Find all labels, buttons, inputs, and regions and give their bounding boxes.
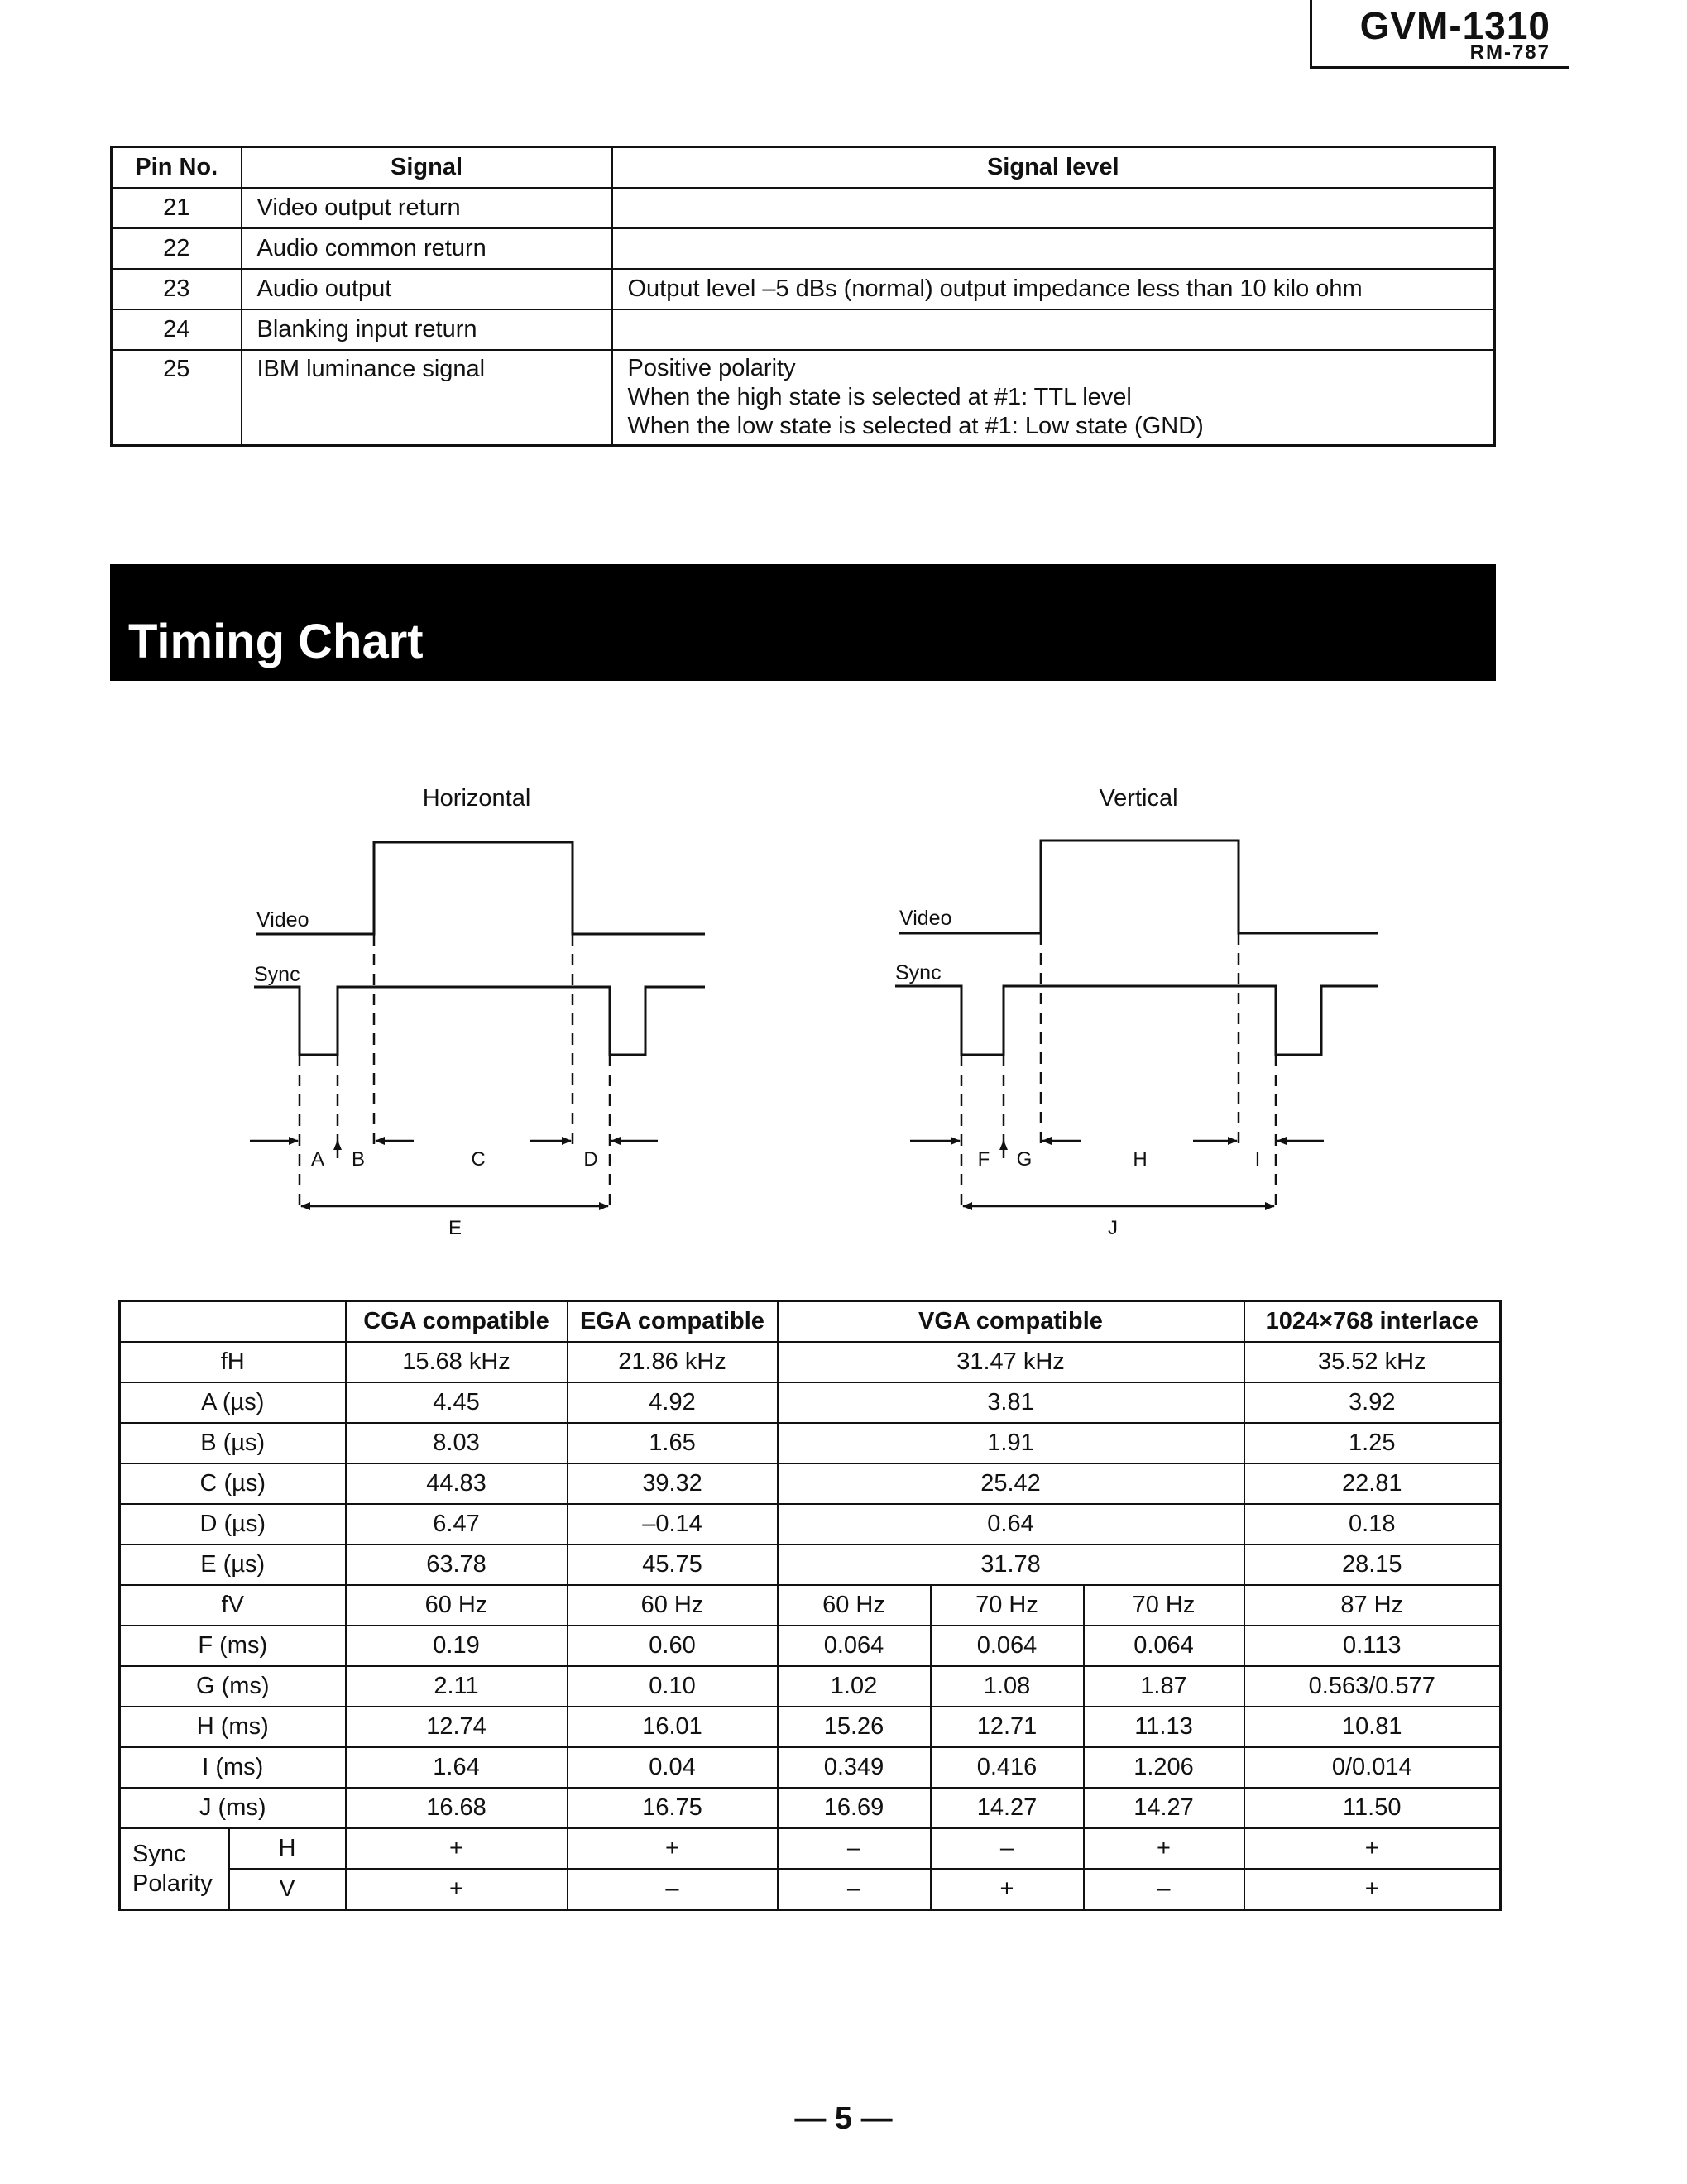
sub-model-number: RM-787	[1469, 41, 1550, 64]
pin-number: 25	[112, 350, 242, 446]
vga-60hz-value: 16.69	[778, 1788, 931, 1828]
table-row	[120, 1423, 1501, 1463]
pin-number: 21	[112, 188, 242, 228]
label-g: G	[1016, 1148, 1033, 1171]
cga-value: 63.78	[346, 1545, 568, 1585]
label-e: E	[448, 1217, 462, 1239]
signal-level-line: When the low state is selected at #1: Low state (GND)	[627, 413, 1204, 439]
vga-70hz-alt-value: 11.13	[1084, 1707, 1244, 1747]
ega-value: 21.86 kHz	[568, 1342, 778, 1382]
xga-value: 0/0.014	[1244, 1747, 1501, 1788]
sync-polarity-label-line: Polarity	[132, 1870, 213, 1897]
row-label: fV	[120, 1585, 346, 1626]
signal-level-line: Positive polarity	[627, 355, 796, 381]
vga-70hz-value: 0.064	[931, 1626, 1084, 1666]
sync-polarity-label	[120, 1828, 229, 1910]
xga-value: 0.563/0.577	[1244, 1666, 1501, 1707]
video-label: Video	[256, 908, 309, 932]
table-row	[120, 1666, 1501, 1707]
xga-value: 1.25	[1244, 1423, 1501, 1463]
ega-value: 0.04	[568, 1747, 778, 1788]
vga-value: 31.78	[778, 1545, 1244, 1585]
sync-polarity-row-h	[120, 1828, 1501, 1869]
vga-70hz-alt-value: 0.064	[1084, 1626, 1244, 1666]
video-waveform	[899, 841, 1378, 933]
pin-table-header-row	[112, 147, 1495, 189]
video-waveform	[256, 842, 705, 934]
signal-name: Audio output	[242, 269, 612, 309]
vga-header: VGA compatible	[778, 1301, 1244, 1343]
section-header-bar	[110, 564, 1496, 681]
xga-value: 10.81	[1244, 1707, 1501, 1747]
section-title: Timing Chart	[128, 615, 424, 668]
label-a: A	[310, 1148, 325, 1171]
signal-level	[612, 188, 1495, 228]
table-row	[120, 1342, 1501, 1382]
ega-value: 0.60	[568, 1626, 778, 1666]
table-row	[112, 309, 1495, 350]
pin-signal-table	[110, 146, 1496, 447]
ega-value: 45.75	[568, 1545, 778, 1585]
polarity-type-label: H	[229, 1828, 346, 1869]
vga-value: 25.42	[778, 1463, 1244, 1504]
cga-value: +	[346, 1869, 568, 1910]
row-label: C (µs)	[120, 1463, 346, 1504]
vga-value: 3.81	[778, 1382, 1244, 1423]
cga-value: 0.19	[346, 1626, 568, 1666]
vga-70hz-value: +	[931, 1869, 1084, 1910]
video-label: Video	[899, 907, 952, 930]
signal-header: Signal	[242, 147, 612, 189]
vga-70hz-alt-value: –	[1084, 1869, 1244, 1910]
corner-header	[120, 1301, 346, 1343]
cga-value: +	[346, 1828, 568, 1869]
table-row	[120, 1707, 1501, 1747]
table-row	[112, 350, 1495, 446]
row-label: fH	[120, 1342, 346, 1382]
xga-interlace-header: 1024×768 interlace	[1244, 1301, 1501, 1343]
signal-name: Blanking input return	[242, 309, 612, 350]
label-j: J	[1108, 1217, 1118, 1239]
vertical-timing-diagram	[895, 785, 1378, 1239]
row-label: G (ms)	[120, 1666, 346, 1707]
vga-70hz-value: 0.416	[931, 1747, 1084, 1788]
vga-70hz-value: 70 Hz	[931, 1585, 1084, 1626]
horizontal-title: Horizontal	[422, 785, 531, 812]
signal-name: Audio common return	[242, 228, 612, 269]
signal-name: IBM luminance signal	[242, 350, 612, 446]
vga-70hz-value: 12.71	[931, 1707, 1084, 1747]
sync-polarity-row-v	[120, 1869, 1501, 1910]
vga-value: 0.64	[778, 1504, 1244, 1545]
sync-waveform	[254, 987, 705, 1055]
timing-table-header-row	[120, 1301, 1501, 1343]
horizontal-timing-diagram	[250, 785, 705, 1239]
signal-level-header: Signal level	[612, 147, 1495, 189]
vga-60hz-value: 0.349	[778, 1747, 931, 1788]
sync-waveform	[895, 986, 1378, 1055]
table-row	[120, 1382, 1501, 1423]
xga-value: +	[1244, 1869, 1501, 1910]
vga-70hz-alt-value: 1.87	[1084, 1666, 1244, 1707]
xga-value: 0.18	[1244, 1504, 1501, 1545]
vga-value: 1.91	[778, 1423, 1244, 1463]
row-label: F (ms)	[120, 1626, 346, 1666]
polarity-type-label: V	[229, 1869, 346, 1910]
vga-value: 31.47 kHz	[778, 1342, 1244, 1382]
sync-label: Sync	[895, 961, 942, 984]
cga-value: 8.03	[346, 1423, 568, 1463]
vga-70hz-alt-value: 14.27	[1084, 1788, 1244, 1828]
xga-value: 28.15	[1244, 1545, 1501, 1585]
cga-value: 2.11	[346, 1666, 568, 1707]
label-i: I	[1254, 1148, 1261, 1171]
model-block	[1310, 0, 1569, 69]
xga-value: 87 Hz	[1244, 1585, 1501, 1626]
cga-value: 60 Hz	[346, 1585, 568, 1626]
vga-60hz-value: 15.26	[778, 1707, 931, 1747]
signal-level	[612, 350, 1495, 446]
table-row	[120, 1504, 1501, 1545]
signal-name: Video output return	[242, 188, 612, 228]
ega-value: +	[568, 1828, 778, 1869]
cga-value: 1.64	[346, 1747, 568, 1788]
sync-polarity-label-line: Sync	[132, 1841, 186, 1867]
table-row	[112, 188, 1495, 228]
ega-value: 39.32	[568, 1463, 778, 1504]
cga-value: 44.83	[346, 1463, 568, 1504]
vga-70hz-alt-value: 1.206	[1084, 1747, 1244, 1788]
ega-value: 16.01	[568, 1707, 778, 1747]
pin-number: 23	[112, 269, 242, 309]
sync-label: Sync	[254, 963, 300, 986]
cga-value: 4.45	[346, 1382, 568, 1423]
label-h: H	[1133, 1148, 1148, 1171]
ega-value: 0.10	[568, 1666, 778, 1707]
vga-60hz-value: 60 Hz	[778, 1585, 931, 1626]
signal-level: Output level –5 dBs (normal) output impedance less than 10 kilo ohm	[612, 269, 1495, 309]
vga-60hz-value: 1.02	[778, 1666, 931, 1707]
table-row	[120, 1747, 1501, 1788]
row-label: B (µs)	[120, 1423, 346, 1463]
row-label: H (ms)	[120, 1707, 346, 1747]
cga-value: 6.47	[346, 1504, 568, 1545]
row-label: J (ms)	[120, 1788, 346, 1828]
timing-table	[118, 1300, 1502, 1911]
ega-value: 16.75	[568, 1788, 778, 1828]
vga-70hz-value: –	[931, 1828, 1084, 1869]
table-row	[120, 1585, 1501, 1626]
cga-value: 12.74	[346, 1707, 568, 1747]
vga-70hz-alt-value: 70 Hz	[1084, 1585, 1244, 1626]
cga-value: 16.68	[346, 1788, 568, 1828]
dashed-guides	[961, 933, 1276, 1212]
ega-value: 60 Hz	[568, 1585, 778, 1626]
signal-level-line: When the high state is selected at #1: TTL level	[627, 384, 1132, 410]
pin-header: Pin No.	[112, 147, 242, 189]
table-row	[120, 1545, 1501, 1585]
vga-70hz-alt-value: +	[1084, 1828, 1244, 1869]
ega-value: –0.14	[568, 1504, 778, 1545]
ega-value: 1.65	[568, 1423, 778, 1463]
ega-value: 4.92	[568, 1382, 778, 1423]
xga-value: 35.52 kHz	[1244, 1342, 1501, 1382]
cga-header: CGA compatible	[346, 1301, 568, 1343]
table-row	[120, 1463, 1501, 1504]
row-label: I (ms)	[120, 1747, 346, 1788]
row-label: A (µs)	[120, 1382, 346, 1423]
vertical-title: Vertical	[1099, 785, 1178, 812]
vga-70hz-value: 14.27	[931, 1788, 1084, 1828]
signal-level	[612, 228, 1495, 269]
xga-value: 3.92	[1244, 1382, 1501, 1423]
model-number: GVM-1310	[1359, 4, 1550, 47]
vga-70hz-value: 1.08	[931, 1666, 1084, 1707]
label-c: C	[471, 1148, 486, 1171]
table-row	[120, 1788, 1501, 1828]
ega-header: EGA compatible	[568, 1301, 778, 1343]
timing-diagram	[0, 761, 1687, 1257]
cga-value: 15.68 kHz	[346, 1342, 568, 1382]
ega-value: –	[568, 1869, 778, 1910]
label-d: D	[583, 1148, 598, 1171]
xga-value: 11.50	[1244, 1788, 1501, 1828]
label-f: F	[977, 1148, 990, 1171]
table-row	[112, 269, 1495, 309]
pin-number: 22	[112, 228, 242, 269]
pin-number: 24	[112, 309, 242, 350]
dashed-guides	[300, 934, 610, 1212]
table-row	[112, 228, 1495, 269]
xga-value: +	[1244, 1828, 1501, 1869]
vga-60hz-value: 0.064	[778, 1626, 931, 1666]
vga-60hz-value: –	[778, 1869, 931, 1910]
row-label: E (µs)	[120, 1545, 346, 1585]
table-row	[120, 1626, 1501, 1666]
xga-value: 22.81	[1244, 1463, 1501, 1504]
row-label: D (µs)	[120, 1504, 346, 1545]
xga-value: 0.113	[1244, 1626, 1501, 1666]
vga-60hz-value: –	[778, 1828, 931, 1869]
page-number: — 5 —	[794, 2101, 893, 2136]
signal-level	[612, 309, 1495, 350]
label-b: B	[351, 1148, 366, 1171]
